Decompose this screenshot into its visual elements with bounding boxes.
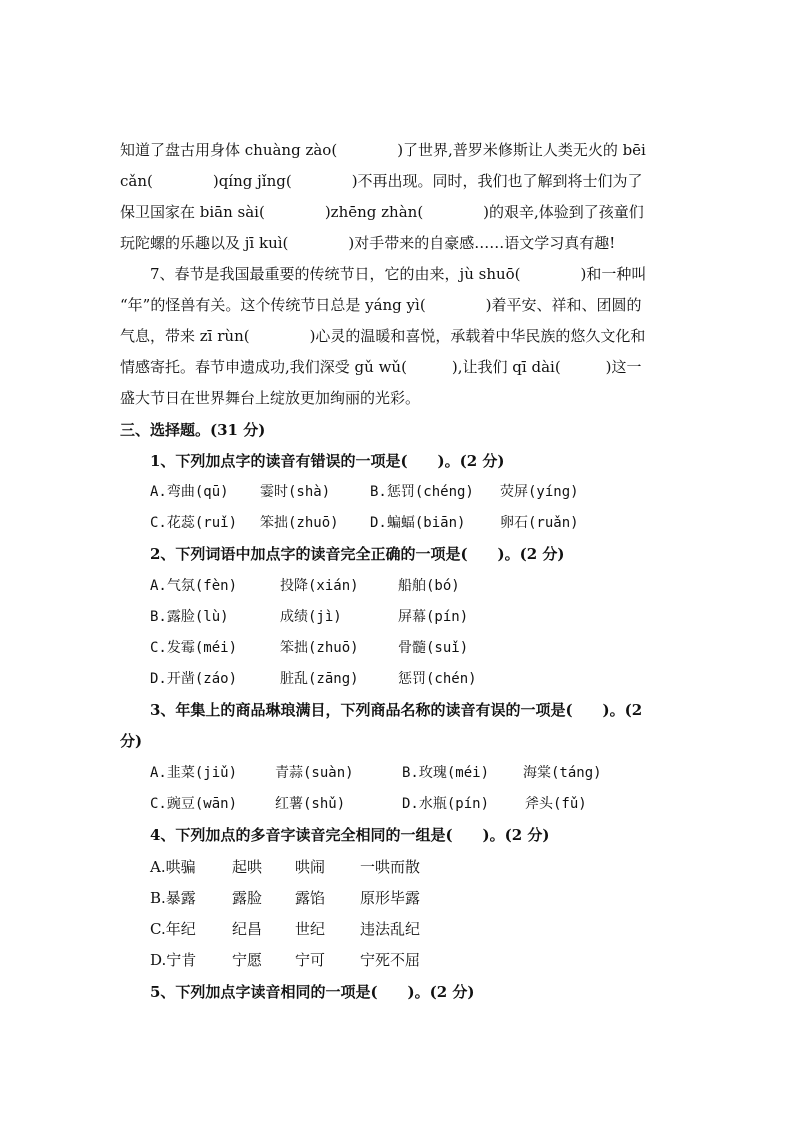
question-1-stem: 1、下列加点字的读音有错误的一项是( )。(2 分) <box>150 452 505 470</box>
option-text: 宁可 <box>295 951 326 969</box>
option-text: D.蝙蝠(biān) <box>370 515 466 531</box>
option-text: 海棠(táng) <box>523 765 602 781</box>
option-text: 纪昌 <box>232 920 263 938</box>
option-text: A.弯曲(qū) <box>150 484 229 500</box>
option-text: B.暴露 <box>150 889 196 907</box>
option-text: 世纪 <box>295 920 326 938</box>
paragraph7-line-2: “年”的怪兽有关。这个传统节日总是 yáng yì( )着平安、祥和、团圆的 <box>120 296 642 314</box>
paragraph7-line-5: 盛大节日在世界舞台上绽放更加绚丽的光彩。 <box>120 389 421 407</box>
option-text: 斧头(fǔ) <box>525 796 587 812</box>
option-text: A.哄骗 <box>150 858 196 876</box>
paragraph7-line-4: 情感寄托。春节申遗成功,我们深受 gǔ wǔ( ),让我们 qī dài( )这一 <box>120 358 642 376</box>
paragraph6-line-4: 玩陀螺的乐趣以及 jī kuì( )对手带来的自豪感……语文学习真有趣! <box>120 234 616 252</box>
option-text: A.气氛(fèn) <box>150 578 238 594</box>
option-text: 起哄 <box>232 858 263 876</box>
paragraph6-line-3: 保卫国家在 biān sài( )zhēng zhàn( )的艰辛,体验到了孩童们 <box>120 203 644 221</box>
option-text: 脏乱(zāng) <box>280 671 359 687</box>
question-2-stem: 2、下列词语中加点字的读音完全正确的一项是( )。(2 分) <box>150 545 565 563</box>
option-text: 原形毕露 <box>360 889 421 907</box>
option-text: B.露脸(lù) <box>150 609 229 625</box>
option-text: 红薯(shǔ) <box>275 796 346 812</box>
option-text: C.豌豆(wān) <box>150 796 238 812</box>
paragraph6-line-2: cǎn( )qíng jǐng( )不再出现。同时，我们也了解到将士们为了 <box>120 172 643 190</box>
option-text: D.水瓶(pín) <box>402 796 490 812</box>
option-text: B.玫瑰(méi) <box>402 765 490 781</box>
option-text: C.花蕊(ruǐ) <box>150 515 238 531</box>
question-5-stem: 5、下列加点字读音相同的一项是( )。(2 分) <box>150 983 475 1001</box>
option-text: 霎时(shà) <box>260 484 331 500</box>
option-text: D.开凿(záo) <box>150 671 238 687</box>
question-3-stem-line-1: 3、年集上的商品琳琅满目，下列商品名称的读音有误的一项是( )。(2 <box>150 701 643 719</box>
option-text: B.惩罚(chéng) <box>370 484 474 500</box>
option-text: 露脸 <box>232 889 263 907</box>
question-3-stem-line-2: 分) <box>120 732 143 750</box>
option-text: 船舶(bó) <box>398 578 460 594</box>
option-text: 违法乱纪 <box>360 920 421 938</box>
option-text: 惩罚(chén) <box>398 671 477 687</box>
option-text: 荧屏(yíng) <box>500 484 579 500</box>
option-text: 卵石(ruǎn) <box>500 515 579 531</box>
paragraph7-line-3: 气息，带来 zī rùn( )心灵的温暖和喜悦，承载着中华民族的悠久文化和 <box>120 327 646 345</box>
option-text: 露馅 <box>295 889 326 907</box>
option-text: 骨髓(suǐ) <box>398 640 469 656</box>
option-text: C.发霉(méi) <box>150 640 238 656</box>
option-text: 宁愿 <box>232 951 263 969</box>
option-text: 哄闹 <box>295 858 326 876</box>
option-text: 笨拙(zhuō) <box>260 515 339 531</box>
option-text: 投降(xián) <box>280 578 359 594</box>
option-text: 一哄而散 <box>360 858 421 876</box>
option-text: C.年纪 <box>150 920 196 938</box>
option-text: 青蒜(suàn) <box>275 765 354 781</box>
paragraph7-line-1: 7、春节是我国最重要的传统节日，它的由来，jù shuō( )和一种叫 <box>150 265 647 283</box>
paragraph6-line-1: 知道了盘古用身体 chuàng zào( )了世界,普罗米修斯让人类无火的 bēi <box>120 141 646 159</box>
option-text: A.韭菜(jiǔ) <box>150 765 238 781</box>
option-text: 笨拙(zhuō) <box>280 640 359 656</box>
section-title: 三、选择题。(31 分) <box>120 421 266 439</box>
option-text: 宁死不屈 <box>360 951 421 969</box>
question-4-stem: 4、下列加点的多音字读音完全相同的一组是( )。(2 分) <box>150 826 550 844</box>
option-text: 屏幕(pín) <box>398 609 469 625</box>
option-text: 成绩(jì) <box>280 609 342 625</box>
option-text: D.宁肯 <box>150 951 197 969</box>
